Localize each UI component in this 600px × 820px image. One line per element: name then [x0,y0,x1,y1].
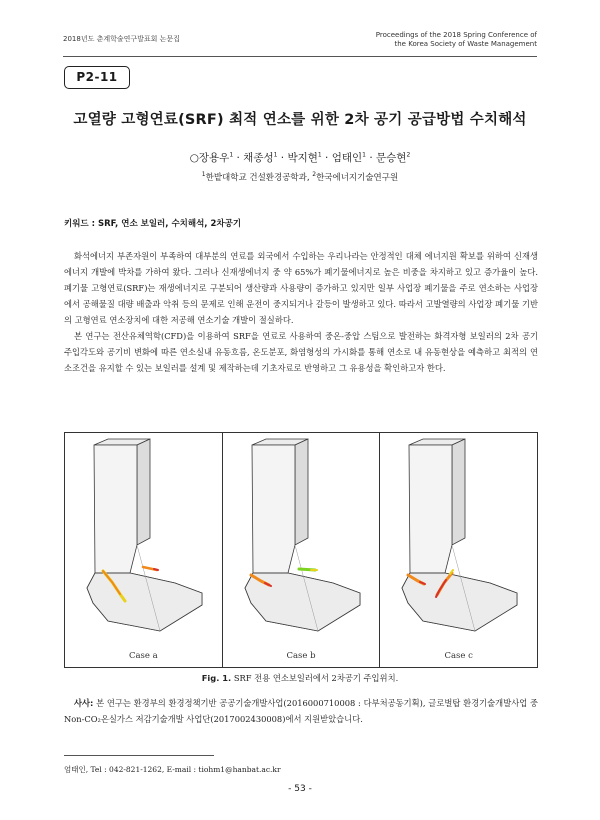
author-name: 문승현 [376,152,407,164]
author-separator: · [321,152,332,164]
author-name: 엄태인 [331,152,363,164]
figure-caption-label: Fig. 1. [201,673,232,683]
running-header-left: 2018년도 춘계학술연구발표회 논문집 [63,35,180,43]
footnote-contact: 엄태인, Tel : 042-821-1262, E-mail : tiohm1@hanbat.ac.kr [64,765,281,774]
page-number: - 53 - [288,784,312,794]
body-paragraph: 화석에너지 부존자원이 부족하여 대부분의 연료를 외국에서 수입하는 우리나라는 안정적인 대체 에너지원 확보를 위하여 신재생에너지 개발에 박차를 가하여 왔다. 그러나 신재생에너지 중 약 65%가 폐기물에너지로 높은 비중을 차지하고 있고 증가율이 높다. 폐기물 고형연료(SRF)는 재생에너지로 구분되어 생산량과 사용량이 증가하고 있지만 일부 사업장 폐기물을 주로 연소하는 사업장에서 공해물질 대량 배출과 악취 등의 문제로 인해 운전이 중지되거나 갈등이 발생하고 있다. 따라서 고발열량의 사업장 폐기물 기반의 고형연료 연소장치에 대한 저공해 연소기술 개발이 절실하다. [64,251,538,325]
affiliation-line [40,171,560,183]
affiliation-number: 2 [312,171,317,179]
case-label: Case a [128,651,158,661]
figure-panel-case-c [380,433,537,667]
author-name: 장용우 [198,152,230,164]
boiler-furnace-side-face [295,439,308,545]
affiliation-text: 한국에너지기술연구원 [316,173,399,183]
figure-1 [64,432,538,668]
keywords-line: 키워드 : SRF, 연소 보일러, 수치해석, 2차공기 [64,219,242,229]
abstract-body [64,248,538,376]
case-label: Case c [444,651,473,661]
boiler-model-case-a [65,433,222,667]
footnote-rule [64,755,214,756]
figure-panel-case-b [223,433,381,667]
author-affiliation-mark: 1 [229,151,234,159]
running-header-right [277,31,537,49]
author-affiliation-mark: 2 [406,151,411,159]
author-list [40,150,560,165]
author-separator: · [366,152,377,164]
boiler-grate-face [87,573,202,631]
author-separator: · [233,152,244,164]
case-label: Case b [286,651,316,661]
acknowledgment-label: 사사: [74,698,94,708]
running-header-right-line1: Proceedings of the 2018 Spring Conference of [375,31,537,39]
figure-panel-case-a [65,433,223,667]
figure-caption [40,672,560,684]
boiler-furnace-side-face [452,439,465,545]
author-affiliation-mark: 1 [317,151,322,159]
acknowledgment-text: 본 연구는 환경부의 환경정책기반 공공기술개발사업(2016000710008 : 다부처공동기획), 글로벌탑 환경기술개발사업 중 Non-CO₂온실가스 저감기술개발 사업단(2017002430008)에서 지원받았습니다. [64,698,538,724]
figure-caption-text: SRF 전용 연소보일러에서 2차공기 주입위치. [233,673,399,683]
author-name: 박지현 [287,152,318,164]
author-affiliation-mark: 1 [362,151,366,159]
affiliation-text: 한밭대학교 건설환경공학과, [205,173,310,183]
affiliation-number: 1 [201,171,206,179]
body-paragraph: 본 연구는 전산유체역학(CFD)을 이용하여 SRF을 연료로 사용하여 중온-중압 스팀으로 발전하는 화격자형 보일러의 2차 공기 주입각도와 공기비 변화에 따른 연소실내 유동흐름, 온도분포, 화염형성의 가시화를 통해 연소로 내 유동현상을 예측하고 최적의 연소조건을 유지할 수 있는 보일러를 설계 및 제작하는데 기초자료로 반영하고 그 유용성을 확인하고자 한다. [64,331,538,373]
boiler-furnace-side-face [137,439,150,545]
acknowledgment [64,695,538,727]
author-mark: ○ [189,152,199,164]
paper-title: 고열량 고형연료(SRF) 최적 연소를 위한 2차 공기 공급방법 수치해석 [73,112,527,128]
running-header-right-line2: the Korea Society of Waste Management [394,40,537,48]
author-separator: · [277,152,288,164]
paper-code-badge: P2-11 [64,66,130,89]
author-name: 채종성 [243,152,274,164]
author-affiliation-mark: 1 [273,151,278,159]
boiler-model-case-b [223,433,380,667]
boiler-model-case-c [380,433,537,667]
header-rule [63,56,537,57]
